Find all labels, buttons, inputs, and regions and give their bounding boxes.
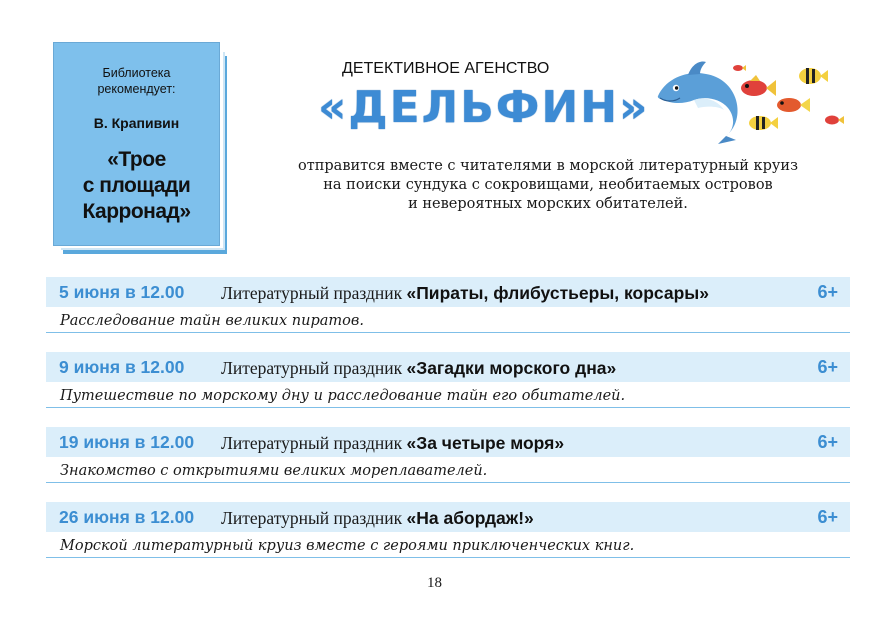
- fish-icon: [825, 116, 844, 125]
- event-description: Путешествие по морскому дну и расследование тайн его обитателей.: [46, 382, 850, 408]
- age-rating-badge: 6+: [817, 507, 838, 527]
- event-kind: Литературный праздник «За четыре моря»: [221, 433, 565, 453]
- event-name: «Загадки морского дна»: [406, 358, 617, 378]
- event-header-bar: [46, 277, 850, 307]
- agency-label: ДЕТЕКТИВНОЕ АГЕНСТВО: [342, 60, 550, 77]
- event-name: «Пираты, флибустьеры, корсары»: [406, 283, 709, 303]
- event-kind: Литературный праздник «На абордаж!»: [221, 508, 534, 528]
- event-date: 9 июня в 12.00: [59, 357, 185, 377]
- book-illustration: [53, 42, 229, 254]
- page-number: 18: [427, 575, 442, 591]
- event-kind: Литературный праздник «Пираты, флибустьеры, корсары»: [221, 283, 709, 303]
- event-name: «За четыре моря»: [406, 433, 565, 453]
- event-date: 5 июня в 12.00: [59, 282, 185, 302]
- event-header-bar: [46, 352, 850, 382]
- dolphin-icon: [658, 62, 738, 144]
- age-rating-badge: 6+: [817, 357, 838, 377]
- event-date: 19 июня в 12.00: [59, 432, 195, 452]
- fish-icon: [733, 65, 746, 71]
- event-description: Знакомство с открытиями великих мореплавателей.: [46, 457, 850, 483]
- events-list: [46, 277, 850, 577]
- fish-icon: [777, 98, 810, 112]
- event-description: Морской литературный круиз вместе с героями приключенческих книг.: [46, 532, 850, 558]
- intro-text: отправится вместе с читателями в морской литературный круиз на поиски сундука с сокровищами, необитаемых островов и невероятных морских обитателей.: [297, 158, 798, 212]
- event-item: [46, 277, 850, 333]
- event-name: «На абордаж!»: [406, 508, 534, 528]
- book-author: В. Крапивин: [93, 115, 180, 131]
- book-cover: [53, 42, 220, 246]
- event-item: [46, 427, 850, 483]
- event-header-bar: [46, 427, 850, 457]
- fish-icon: [799, 68, 828, 84]
- event-header-bar: [46, 502, 850, 532]
- brand-title: «ДЕЛЬФИН»: [318, 82, 650, 133]
- event-kind: Литературный праздник «Загадки морского дна»: [221, 358, 617, 378]
- event-date: 26 июня в 12.00: [59, 507, 195, 527]
- event-description: Расследование тайн великих пиратов.: [46, 307, 850, 333]
- book-recommend-label: Библиотека рекомендует:: [97, 66, 176, 96]
- fish-icon: [749, 116, 778, 130]
- dolphin-illustration: [648, 56, 848, 146]
- event-item: [46, 352, 850, 408]
- book-title: «Трое с площади Карронад»: [82, 148, 191, 223]
- fish-icon: [741, 75, 776, 96]
- event-item: [46, 502, 850, 558]
- age-rating-badge: 6+: [817, 432, 838, 452]
- age-rating-badge: 6+: [817, 282, 838, 302]
